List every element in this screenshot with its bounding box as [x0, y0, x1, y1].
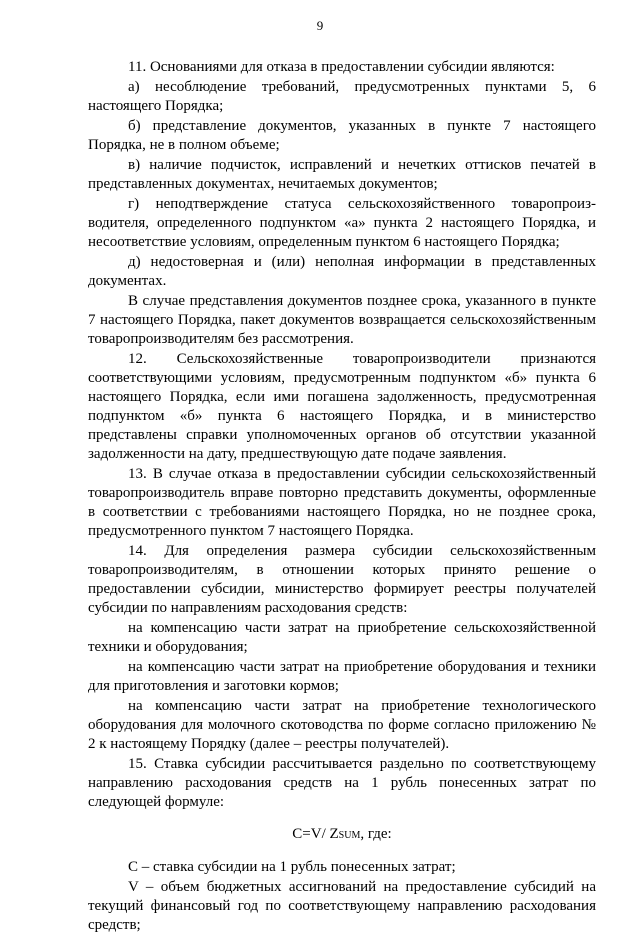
paragraph-11b: б) представление документов, указанных в пункте 7 настоящего Порядка, не в полном объеме; — [88, 118, 596, 153]
paragraph-14-item-2: на компенсацию части затрат на приобретение оборудования и техники для приготовления и заготовки кормов; — [88, 659, 596, 694]
formula-tail: , где: — [360, 826, 392, 842]
formula-subscript: SUM — [338, 830, 361, 841]
paragraph-11a: а) несоблюдение требований, предусмотренных пунктами 5, 6 настоящего Порядка; — [88, 79, 596, 114]
formula-main: C=V/ Z — [292, 826, 339, 842]
paragraph-11c: в) наличие подчисток, исправлений и нечетких оттисков печатей в представленных документах, нечитаемых документов; — [88, 157, 596, 192]
page-number: 9 — [316, 18, 324, 33]
paragraph-14-item-3: на компенсацию части затрат на приобретение технологического оборудования для молочного скотоводства по форме согласно приложению № 2 к настоящему Порядку (далее – реестры получателей). — [88, 698, 596, 752]
paragraph-12: 12. Сельскохозяйственные товаропроизводители признаются соответствующими условиям, предусмотренным подпунктом «б» пункта 6 настоящего Порядка, если ими погашена задолженность, предусмотренная подпунктом «б» пункта 6 настоящего Порядка, и в министерство представлены справки уполномоченных органов об отсутствии указанной задолженности на дату, предшествующую дате подаче заявления. — [88, 351, 596, 462]
paragraph-14-item-1: на компенсацию части затрат на приобретение сельскохозяйственной техники и оборудования; — [88, 620, 596, 655]
document-body — [88, 58, 596, 935]
formula — [88, 825, 596, 845]
paragraph-14: 14. Для определения размера субсидии сельскохозяйственным товаропроизводителям, в отношении которых принято решение о предоставлении субсидии, министерство формирует реестры получателей субсидии по направлениям расходования средств: — [88, 543, 596, 616]
paragraph-13: 13. В случае отказа в предоставлении субсидии сельскохозяйственный товаропроизводитель вправе повторно представить документы, оформленные в соответствии с требованиями настоящего Порядка, но не позднее срока, предусмотренного пунктом 7 настоящего Порядка. — [88, 466, 596, 539]
paragraph-late-submission: В случае представления документов позднее срока, указанного в пункте 7 настоящего Порядка, пакет документов возвращается сельскохозяйственным товаропроизводителям без рассмотрения. — [88, 293, 596, 347]
paragraph-11e: д) недостоверная и (или) неполная информации в представленных документах. — [88, 254, 596, 289]
definition-c: С – ставка субсидии на 1 рубль понесенных затрат; — [128, 859, 456, 875]
paragraph-15: 15. Ставка субсидии рассчитывается раздельно по соответствующему направлению расходования средств на 1 рубль понесенных затрат по следующей формуле: — [88, 756, 596, 810]
paragraph-11d: г) неподтверждение статуса сельскохозяйственного товаропроиз-водителя, определенного подпунктом «а» пункта 2 настоящего Порядка, и несоответствие условиям, определенным пунктом 6 настоящего Порядка; — [88, 196, 596, 250]
paragraph-11: 11. Основаниями для отказа в предоставлении субсидии являются: — [128, 59, 555, 75]
definition-v: V – объем бюджетных ассигнований на предоставление субсидий на текущий финансовый год по соответствующему направлению расходования средств; — [88, 879, 596, 933]
